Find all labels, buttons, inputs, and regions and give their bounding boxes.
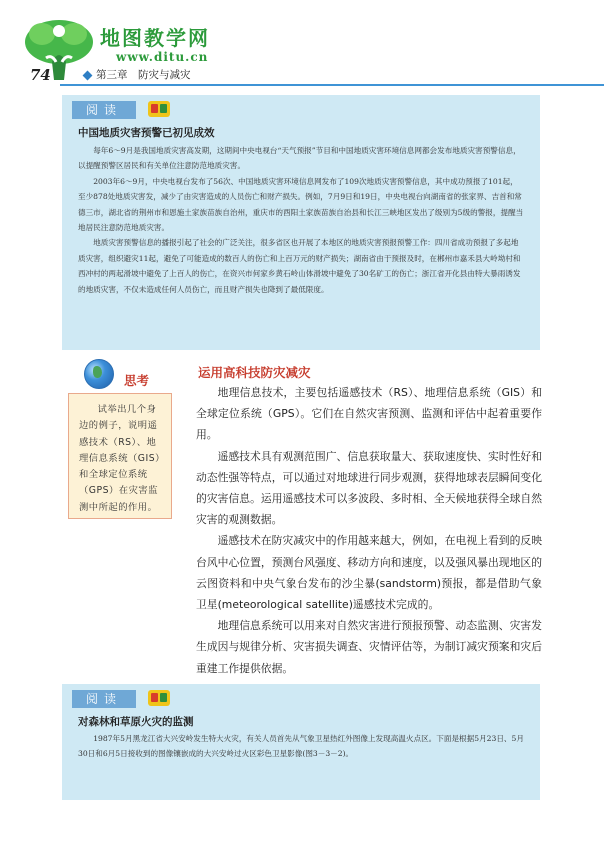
reading-body [78,143,524,297]
reading-panel-geohazard [62,95,540,350]
reading-tab-label: 阅读 [72,690,136,708]
reading-tab-label: 阅读 [72,101,136,119]
header-divider [60,84,604,86]
book-icon [148,101,170,117]
book-icon [148,690,170,706]
body-paragraph: 遥感技术具有观测范围广、信息获取量大、获取速度快、实时性好和动态性强等特点，可以通过对地球进行同步观测，获得地球表层瞬间变化的灾害信息。运用遥感技术可以多波段、多时相、全天候地获得全球自然灾害的观测数据。 [196,449,542,527]
reading-paragraph: 地质灾害预警信息的播报引起了社会的广泛关注，很多省区也开展了本地区的地质灾害预报预警工作：四川省成功预报了多起地质灾害，组织避灾11起，避免了可能造成的数百人的伤亡和上百万元的财产损失；湖南省由于预报及时，在郴州市嘉禾县大岭坳村和西冲村的两起滑坡中避免了上百人的伤亡，在资兴市何家乡黄石岭山体滑坡中避免了30名矿工的伤亡；浙江省开化县由特大暴雨诱发的地质灾害，不仅未造成任何人员伤亡，而且财产损失也降到了最低限度。 [78,238,521,294]
think-question: 试举出几个身边的例子，说明遥感技术（RS）、地理信息系统（GIS）和全球定位系统（GPS）在灾害监测中所起的作用。 [79,404,161,513]
reading-paragraph: 2003年6～9月，中央电视台发布了56次、中国地质灾害环境信息网发布了109次地质灾害预警信息，其中成功预报了101起，至少878处地质灾害发，减少了由灾害造成的人员伤亡和财产损失。例如，7月9日和19日，中央电视台向湖南省的张家界、吉首和常德三市，湖北省的荆州市和恩施土家族苗族自治州，重庆市的酉阳土家族苗族自治县和长江三峡地区发出了级别为5级的警报，提醒当地居民注意防范地质灾害。 [78,176,524,233]
think-label: 思考 [124,373,150,388]
body-paragraph: 地理信息技术，主要包括遥感技术（RS）、地理信息系统（GIS）和全球定位系统（GPS）。它们在自然灾害预测、监测和评估中起着重要作用。 [196,386,542,442]
reading-paragraph: 每年6～9月是我国地质灾害高发期，这期间中央电视台“天气预报”节目和中国地质灾害环境信息网都会发布地质灾害预警信息，以提醒预警区居民和有关单位注意防范地质灾害。 [78,146,521,171]
body-paragraph: 地理信息系统可以用来对自然灾害进行预报预警、动态监测、灾害发生成因与规律分析、灾害损失调查、灾情评估等，为制订减灾预案和灾后重建工作提供依据。 [196,619,542,675]
section-heading: 运用高科技防灾减灾 [198,365,311,380]
body-paragraph: 遥感技术在防灾减灾中的作用越来越大，例如，在电视上看到的反映台风中心位置，预测台风强度、移动方向和速度，以及强风暴出现地区的云图资料和中央气象台发布的沙尘暴(sandstorm)预报，都是借助气象卫星(meteorological satellite)遥感技术完成的。 [196,534,542,612]
watermark-title: 地图教学网 [100,26,210,50]
reading-body [78,731,524,762]
page-number: 74 [30,66,51,84]
globe-icon [84,359,114,389]
section-body [196,382,542,679]
reading-panel-fire-monitoring [62,684,540,800]
reading-title: 中国地质灾害预警已初见成效 [78,127,215,139]
reading-title: 对森林和草原火灾的监测 [78,716,194,728]
watermark-url: www.ditu.cn [116,50,209,64]
reading-paragraph: 1987年5月黑龙江省大兴安岭发生特大火灾，有关人员首先从气象卫星热红外图像上发现高温火点区。下面是根据5月23日、5月30日和6月5日接收到的图像镶嵌成的大兴安岭过火区彩色卫星影像(图3－3－2)。 [78,734,524,759]
think-box [68,393,172,519]
chapter-title: 第三章 防灾与减灾 [96,69,191,81]
